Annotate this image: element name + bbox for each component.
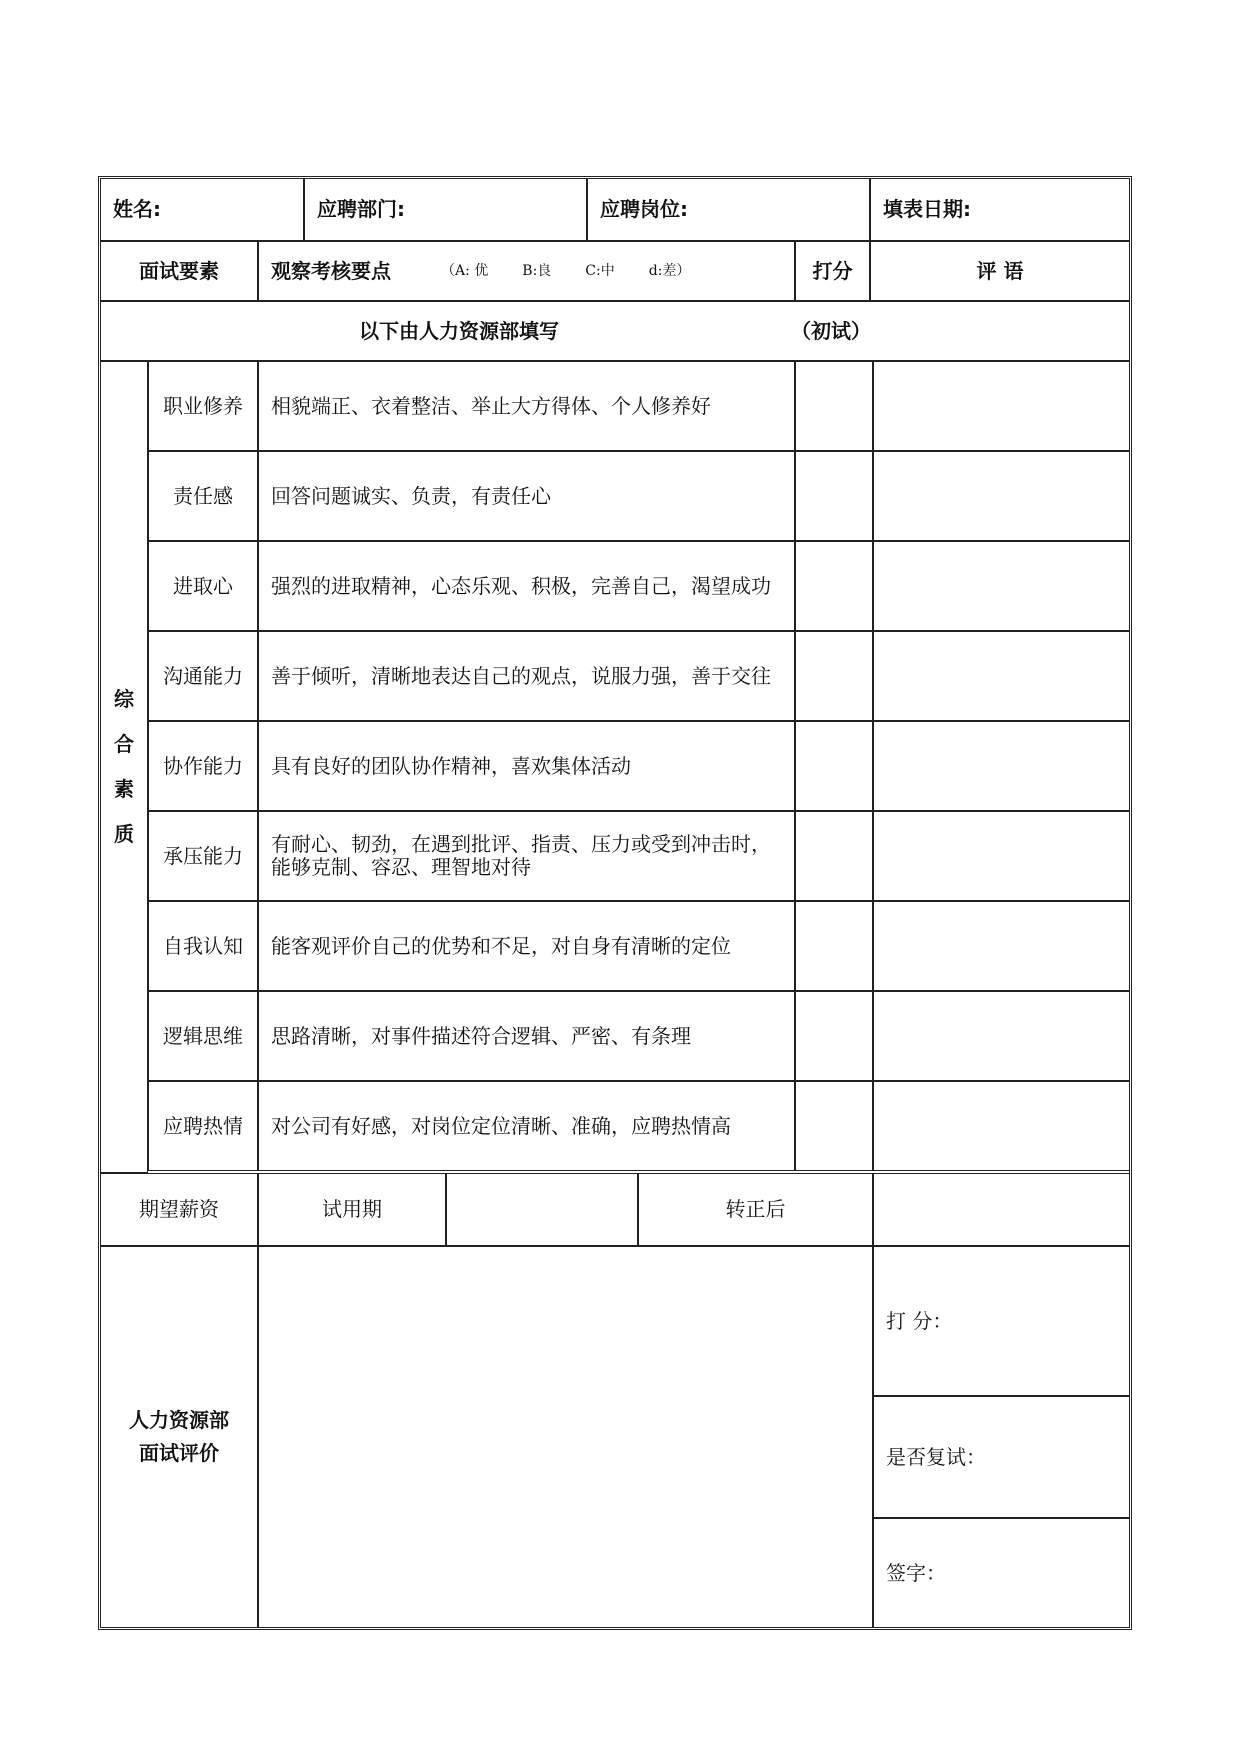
- criterion-comment-field[interactable]: [873, 451, 1130, 541]
- factor-column-header: 面试要素: [100, 241, 258, 301]
- criterion-comment-field[interactable]: [873, 811, 1130, 901]
- hr-label-line1: 人力资源部: [129, 1408, 229, 1432]
- criterion-score-field[interactable]: [795, 631, 873, 721]
- name-label: 姓名:: [113, 197, 161, 221]
- criterion-comment-field[interactable]: [873, 721, 1130, 811]
- section-title: 以下由人力资源部填写: [359, 318, 559, 343]
- vertical-char-1: 综: [114, 687, 134, 711]
- position-field-label[interactable]: [587, 178, 870, 241]
- criterion-description: 善于倾听，清晰地表达自己的观点，说服力强，善于交往: [258, 631, 795, 721]
- criterion-name: 责任感: [148, 451, 258, 541]
- criterion-score-field[interactable]: [795, 991, 873, 1081]
- vertical-char-2: 合: [114, 732, 134, 756]
- criterion-score-field[interactable]: [795, 451, 873, 541]
- signature-field[interactable]: [873, 1518, 1130, 1628]
- criterion-name: 职业修养: [148, 361, 258, 451]
- rating-scale-b: B:良: [522, 262, 552, 279]
- section-round: （初试）: [791, 318, 871, 343]
- rating-scale-c: C:中: [585, 262, 615, 279]
- criterion-description: 对公司有好感，对岗位定位清晰、准确，应聘热情高: [258, 1081, 795, 1171]
- date-label: 填表日期:: [883, 197, 971, 221]
- criterion-description: 能客观评价自己的优势和不足，对自身有清晰的定位: [258, 901, 795, 991]
- retest-label: 是否复试：: [886, 1444, 986, 1469]
- probation-label: 试用期: [258, 1173, 446, 1246]
- criterion-name: 沟通能力: [148, 631, 258, 721]
- criterion-comment-field[interactable]: [873, 991, 1130, 1081]
- rating-scale-d: d:差）: [648, 262, 691, 279]
- criterion-score-field[interactable]: [795, 541, 873, 631]
- criterion-comment-field[interactable]: [873, 361, 1130, 451]
- comment-column-header: 评 语: [870, 241, 1130, 301]
- criterion-name: 承压能力: [148, 811, 258, 901]
- probation-salary-field[interactable]: [446, 1173, 638, 1246]
- points-column-header: [258, 241, 795, 301]
- hr-label-line2: 面试评价: [139, 1441, 219, 1465]
- position-label: 应聘岗位:: [600, 197, 688, 221]
- criterion-name: 逻辑思维: [148, 991, 258, 1081]
- criterion-comment-field[interactable]: [873, 1081, 1130, 1171]
- criterion-name: 自我认知: [148, 901, 258, 991]
- score-column-header: 打分: [795, 241, 870, 301]
- signature-label: 签字：: [886, 1560, 946, 1585]
- criterion-comment-field[interactable]: [873, 631, 1130, 721]
- retest-field[interactable]: [873, 1396, 1130, 1518]
- criterion-score-field[interactable]: [795, 721, 873, 811]
- criterion-name: 进取心: [148, 541, 258, 631]
- criterion-description: 具有良好的团队协作精神，喜欢集体活动: [258, 721, 795, 811]
- criterion-description: 思路清晰，对事件描述符合逻辑、严密、有条理: [258, 991, 795, 1081]
- hr-evaluation-label: [100, 1246, 258, 1628]
- criterion-description: 有耐心、韧劲，在遇到批评、指责、压力或受到冲击时，能够克制、容忍、理智地对待: [258, 811, 795, 901]
- department-label: 应聘部门:: [317, 197, 405, 221]
- hr-score-field[interactable]: [873, 1246, 1130, 1396]
- salary-label: 期望薪资: [100, 1173, 258, 1246]
- department-field-label[interactable]: [304, 178, 587, 241]
- date-field-label[interactable]: [870, 178, 1130, 241]
- criterion-score-field[interactable]: [795, 361, 873, 451]
- criterion-score-field[interactable]: [795, 811, 873, 901]
- hr-score-label: 打 分：: [886, 1308, 953, 1333]
- hr-evaluation-textarea[interactable]: [258, 1246, 873, 1628]
- criterion-description: 回答问题诚实、负责，有责任心: [258, 451, 795, 541]
- after-probation-label: 转正后: [638, 1173, 873, 1246]
- vertical-char-4: 质: [114, 822, 134, 846]
- rating-scale-a: （A: 优: [441, 262, 489, 279]
- section-title-row: [100, 301, 1130, 361]
- criterion-description: 相貌端正、衣着整洁、举止大方得体、个人修养好: [258, 361, 795, 451]
- vertical-char-3: 素: [114, 777, 134, 801]
- after-probation-salary-field[interactable]: [873, 1173, 1130, 1246]
- criterion-comment-field[interactable]: [873, 541, 1130, 631]
- rating-scale: [441, 263, 690, 279]
- points-header-label: 观察考核要点: [271, 258, 391, 283]
- criterion-score-field[interactable]: [795, 901, 873, 991]
- name-field-label[interactable]: [100, 178, 304, 241]
- criterion-name: 应聘热情: [148, 1081, 258, 1171]
- criterion-score-field[interactable]: [795, 1081, 873, 1171]
- comprehensive-quality-label: [100, 361, 148, 1173]
- criterion-description: 强烈的进取精神，心态乐观、积极，完善自己，渴望成功: [258, 541, 795, 631]
- criterion-comment-field[interactable]: [873, 901, 1130, 991]
- criterion-name: 协作能力: [148, 721, 258, 811]
